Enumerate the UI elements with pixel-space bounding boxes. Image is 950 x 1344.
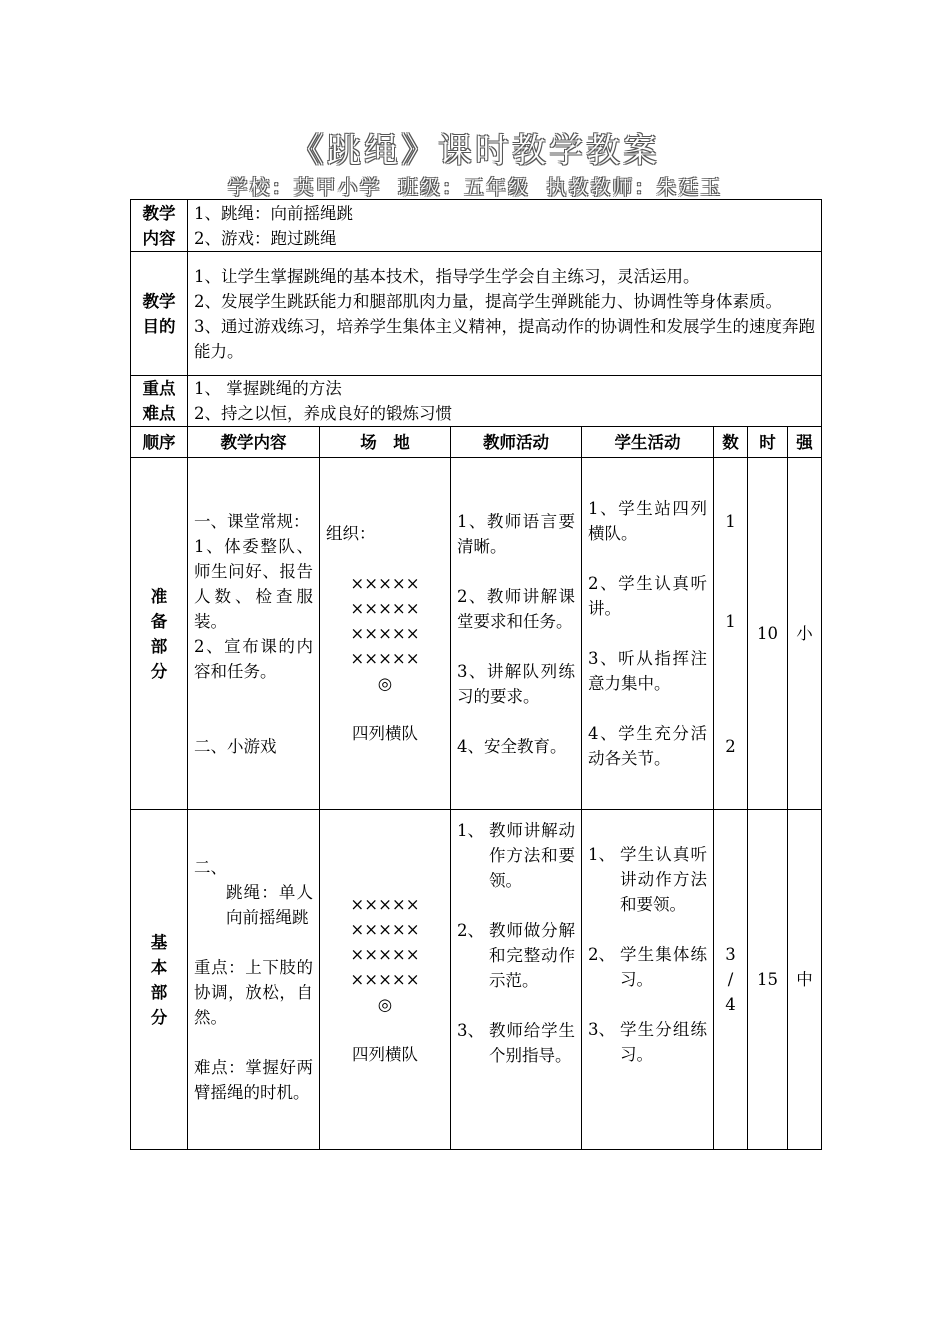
header-intensity: 强 <box>788 427 822 458</box>
header-order: 顺序 <box>131 427 188 458</box>
basic-content: 二、 跳绳：单人向前摇绳跳 重点：上下肢的协调，放松，自然。 难点：掌握好两臂摇绳的时机。 <box>188 810 320 1150</box>
key-line-1: 1、 掌握跳绳的方法 <box>194 379 342 398</box>
formation-label: 四列横队 <box>352 724 418 743</box>
row-preparation <box>131 458 822 810</box>
formation-diagram-basic: ××××× ××××× ××××× ××××× ◎ <box>350 895 420 1014</box>
basic-venue <box>320 810 451 1150</box>
basic-student-activity: 1、 学生认真听讲动作方法和要领。 2、 学生集体练习。 3、 学生分组练习。 <box>582 810 714 1150</box>
header-teacher: 教师活动 <box>451 427 582 458</box>
header-venue: 场 地 <box>320 427 451 458</box>
key-points-text <box>188 376 822 427</box>
basic-intensity: 中 <box>788 810 822 1150</box>
content-line-2: 2、游戏：跑过跳绳 <box>194 228 337 248</box>
header-count: 数 <box>714 427 748 458</box>
goal-line-3: 3、通过游戏练习，培养学生集体主义精神，提高动作的协调性和发展学生的速度奔跑能力。 <box>194 316 815 361</box>
teacher-label: 执教教师：朱廷玉 <box>546 175 723 199</box>
prep-content: 一、课堂常规： 1、体委整队、师生问好、报告人数、检查服装。 2、宣布课的内容和任务。 二、小游戏 <box>188 458 320 810</box>
header-student: 学生活动 <box>582 427 714 458</box>
column-header-row <box>131 427 822 458</box>
row-teaching-content <box>131 200 822 252</box>
basic-count: 3 / 4 <box>714 810 748 1150</box>
content-line-1: 1、跳绳：向前摇绳跳 <box>194 203 353 223</box>
goal-line-2: 2、发展学生跳跃能力和腿部肌肉力量，提高学生弹跳能力、协调性等身体素质。 <box>194 291 782 311</box>
prep-count: 1 1 2 <box>714 458 748 810</box>
label-teaching-goals: 教学 目的 <box>131 252 188 376</box>
label-basic: 基 本 部 分 <box>131 810 188 1150</box>
teaching-content-text <box>188 200 822 252</box>
label-preparation: 准 备 部 分 <box>131 458 188 810</box>
teaching-goals-text <box>188 252 822 376</box>
page-title: 《跳绳》课时教学教案 <box>290 131 660 171</box>
header-time: 时 <box>748 427 788 458</box>
header-content: 教学内容 <box>188 427 320 458</box>
row-key-points <box>131 376 822 427</box>
prep-time: 10 <box>748 458 788 810</box>
grade-label: 班级：五年级 <box>398 175 530 199</box>
school-label: 学校：英甲小学 <box>227 175 382 199</box>
formation-label-basic: 四列横队 <box>352 1045 418 1064</box>
key-line-2: 2、持之以恒，养成良好的锻炼习惯 <box>194 404 452 423</box>
formation-diagram: ××××× ××××× ××××× ××××× ◎ <box>350 574 420 693</box>
prep-student-activity: 1、学生站四列横队。 2、学生认真听讲。 3、听从指挥注意力集中。 4、学生充分活动各关节。 <box>582 458 714 810</box>
page-subtitle <box>0 174 950 200</box>
goal-line-1: 1、让学生掌握跳绳的基本技术，指导学生学会自主练习，灵活运用。 <box>194 266 700 286</box>
label-key-points: 重点 难点 <box>131 376 188 427</box>
prep-venue <box>320 458 451 810</box>
venue-organization: 组织： <box>326 524 376 543</box>
prep-intensity: 小 <box>788 458 822 810</box>
label-teaching-content: 教学 内容 <box>131 200 188 252</box>
basic-time: 15 <box>748 810 788 1150</box>
prep-teacher-activity: 1、教师语言要清晰。 2、教师讲解课堂要求和任务。 3、讲解队列练习的要求。 4、安全教育。 <box>451 458 582 810</box>
lesson-plan-table <box>130 199 822 1150</box>
row-basic <box>131 810 822 1150</box>
row-teaching-goals <box>131 252 822 376</box>
basic-teacher-activity: 1、 教师讲解动作方法和要领。 2、 教师做分解和完整动作示范。 3、 教师给学生个别指导。 <box>451 810 582 1150</box>
